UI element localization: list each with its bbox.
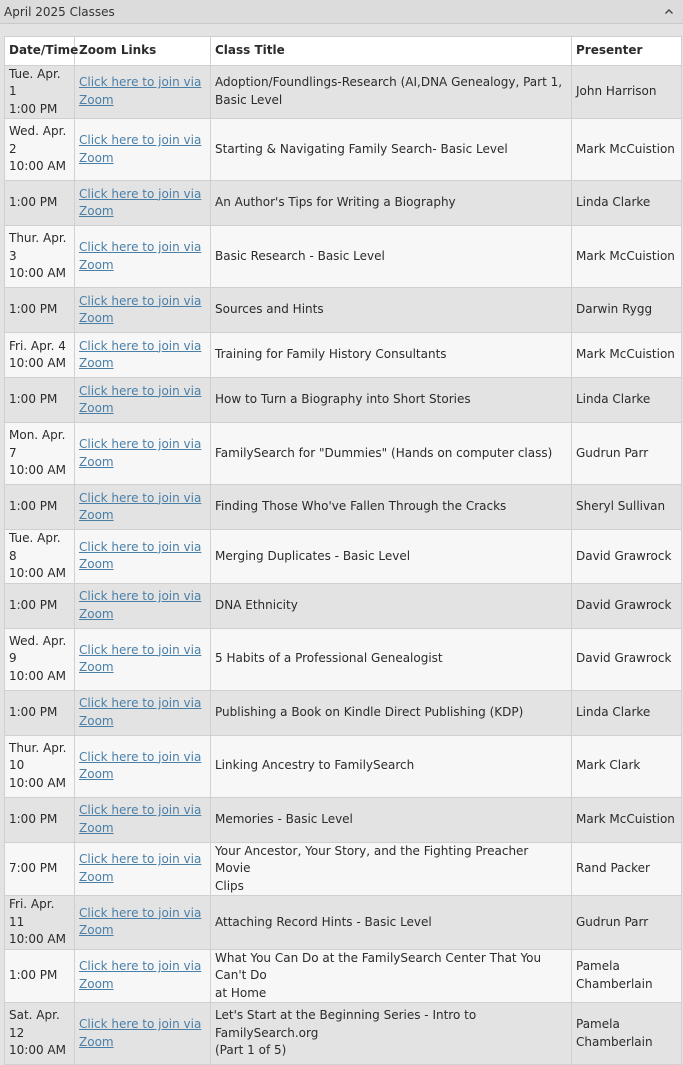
presenter-cell [572, 65, 682, 119]
zoom-link-line[interactable]: Click here to join via [79, 749, 202, 764]
table-row [5, 797, 682, 842]
zoom-link-line[interactable]: Zoom [79, 713, 114, 728]
zoom-join-link[interactable] [79, 187, 201, 219]
zoom-join-link[interactable] [79, 906, 201, 938]
date-line: Tue. Apr. 8 [9, 531, 61, 563]
classes-table [4, 36, 682, 1065]
class-title-cell [211, 485, 572, 530]
class-title-line: at Home [215, 985, 267, 1000]
presenter-line: Linda Clarke [576, 195, 651, 210]
presenter-line: Mark McCuistion [576, 248, 675, 263]
zoom-join-link[interactable] [79, 240, 201, 272]
zoom-link-line[interactable]: Click here to join via [79, 696, 202, 710]
zoom-link-cell [75, 628, 211, 690]
presenter-line: David Grawrock [576, 597, 672, 612]
date-line: Wed. Apr. [9, 124, 67, 139]
table-row [5, 690, 682, 735]
zoom-link-line[interactable]: Click here to join via [79, 803, 202, 817]
zoom-link-line[interactable]: Click here to join via [79, 959, 202, 974]
class-title-line: FamilySearch for "Dummies" (Hands on computer class) [215, 445, 553, 460]
date-line: 1:00 PM [9, 597, 58, 612]
class-title-line: Training for Family History Consultants [215, 347, 447, 362]
date-line: 10:00 AM [9, 668, 66, 683]
table-row [5, 842, 682, 896]
date-cell [5, 628, 75, 690]
class-title-cell [211, 65, 572, 119]
zoom-join-link[interactable] [79, 294, 201, 326]
date-cell [5, 949, 75, 1003]
date-cell [5, 530, 75, 584]
zoom-join-link[interactable] [79, 491, 201, 523]
presenter-cell [572, 288, 682, 333]
date-line: 3 [9, 248, 17, 263]
zoom-link-cell [75, 181, 211, 226]
presenter-cell [572, 690, 682, 735]
zoom-join-link[interactable] [79, 133, 201, 165]
section-title: April 2025 Classes [4, 4, 115, 19]
class-title-cell [211, 896, 572, 950]
date-cell [5, 797, 75, 842]
zoom-link-line[interactable]: Click here to join via [79, 75, 202, 90]
presenter-line: Rand Packer [576, 861, 650, 875]
zoom-link-cell [75, 119, 211, 181]
class-title-cell [211, 226, 572, 288]
zoom-link-line[interactable]: Zoom [79, 150, 114, 165]
zoom-join-link[interactable] [79, 75, 201, 107]
date-cell [5, 896, 75, 950]
class-title-line: Publishing a Book on Kindle Direct Publishing (KDP) [215, 704, 524, 719]
date-cell [5, 333, 75, 378]
date-line: 10:00 AM [9, 159, 66, 174]
class-title-cell [211, 949, 572, 1003]
zoom-link-line[interactable]: Click here to join via [79, 240, 202, 254]
class-title-line: (Part 1 of 5) [215, 1043, 287, 1058]
zoom-join-link[interactable] [79, 437, 201, 469]
zoom-join-link[interactable] [79, 540, 201, 572]
zoom-link-line[interactable]: Zoom [79, 869, 114, 884]
presenter-line: Chamberlain [576, 976, 653, 991]
table-row [5, 735, 682, 797]
table-row [5, 530, 682, 584]
presenter-line: Gudrun Parr [576, 914, 649, 929]
presenter-cell [572, 181, 682, 226]
date-cell [5, 735, 75, 797]
date-line: Sat. Apr. [9, 1008, 60, 1023]
presenter-cell [572, 797, 682, 842]
zoom-link-cell [75, 65, 211, 119]
table-row [5, 628, 682, 690]
presenter-line: David Grawrock [576, 651, 672, 666]
table-row [5, 949, 682, 1003]
date-cell [5, 690, 75, 735]
date-cell [5, 378, 75, 423]
zoom-link-cell [75, 583, 211, 628]
class-title-cell [211, 333, 572, 378]
presenter-line: Chamberlain [576, 1034, 653, 1049]
date-line: Thur. Apr. [9, 740, 67, 755]
presenter-cell [572, 485, 682, 530]
presenter-cell [572, 628, 682, 690]
zoom-link-cell [75, 378, 211, 423]
table-row [5, 423, 682, 485]
presenter-line: Linda Clarke [576, 704, 651, 719]
table-row [5, 181, 682, 226]
zoom-link-line[interactable]: Click here to join via [79, 186, 202, 201]
header-date-time: Date/Time [5, 37, 75, 66]
class-title-line: Sources and Hints [215, 302, 324, 317]
section-header[interactable] [0, 0, 683, 24]
class-title-cell [211, 181, 572, 226]
class-title-line: An Author's Tips for Writing a Biography [215, 195, 456, 210]
presenter-line: Mark McCuistion [576, 141, 675, 156]
zoom-link-line[interactable]: Click here to join via [79, 383, 202, 398]
date-line: Thur. Apr. [9, 231, 67, 246]
class-title-line: Linking Ancestry to FamilySearch [215, 758, 415, 773]
class-title-line: Finding Those Who've Fallen Through the Cracks [215, 499, 507, 514]
date-line: 10:00 AM [9, 1043, 66, 1058]
date-line: 10:00 AM [9, 775, 66, 790]
zoom-link-line[interactable]: Zoom [79, 820, 114, 835]
date-line: 10:00 AM [9, 266, 66, 281]
zoom-link-cell [75, 735, 211, 797]
zoom-link-cell [75, 530, 211, 584]
zoom-link-line[interactable]: Click here to join via [79, 490, 202, 505]
date-line: Tue. Apr. 1 [9, 66, 61, 98]
zoom-link-line[interactable]: Click here to join via [79, 293, 202, 308]
zoom-link-line[interactable]: Zoom [79, 204, 114, 218]
zoom-link-line[interactable]: Zoom [79, 257, 114, 272]
class-title-line: Starting & Navigating Family Search- Basic Level [215, 141, 508, 156]
zoom-link-line[interactable]: Click here to join via [79, 437, 202, 451]
zoom-link-line[interactable]: Zoom [79, 923, 114, 938]
date-cell [5, 65, 75, 119]
zoom-link-line[interactable]: Click here to join via [79, 642, 202, 657]
presenter-line: Mark McCuistion [576, 811, 675, 826]
presenter-line: Sheryl Sullivan [576, 499, 666, 514]
table-row [5, 65, 682, 119]
date-line: 9 [9, 651, 17, 666]
zoom-link-cell [75, 485, 211, 530]
class-title-cell [211, 628, 572, 690]
date-line: Mon. Apr. [9, 428, 66, 443]
class-title-line: Let's Start at the Beginning Series - Intro to FamilySearch.org [215, 1008, 477, 1040]
zoom-link-line[interactable]: Zoom [79, 976, 114, 991]
class-title-cell [211, 735, 572, 797]
zoom-link-line[interactable]: Zoom [79, 606, 114, 621]
zoom-link-line[interactable]: Zoom [79, 92, 114, 107]
class-title-cell [211, 583, 572, 628]
date-cell [5, 288, 75, 333]
table-row [5, 226, 682, 288]
class-title-line: Adoption/Foundlings-Research (AI,DNA Genealogy, Part 1, [215, 75, 563, 90]
class-title-cell [211, 288, 572, 333]
zoom-link-cell [75, 690, 211, 735]
date-cell [5, 485, 75, 530]
zoom-link-cell [75, 333, 211, 378]
header-zoom-links: Zoom Links [75, 37, 211, 66]
date-cell [5, 583, 75, 628]
table-row [5, 485, 682, 530]
date-cell [5, 119, 75, 181]
date-line: 1:00 PM [9, 302, 58, 317]
zoom-join-link[interactable] [79, 852, 201, 884]
date-cell [5, 226, 75, 288]
class-title-cell [211, 423, 572, 485]
zoom-link-line[interactable]: Zoom [79, 660, 114, 674]
presenter-cell [572, 735, 682, 797]
presenter-cell [572, 378, 682, 423]
zoom-link-line[interactable]: Zoom [79, 356, 114, 370]
date-line: 10:00 AM [9, 566, 66, 580]
class-title-line: DNA Ethnicity [215, 597, 298, 612]
presenter-cell [572, 530, 682, 584]
presenter-cell [572, 226, 682, 288]
class-title-line: Merging Duplicates - Basic Level [215, 548, 411, 563]
class-title-line: Memories - Basic Level [215, 811, 353, 826]
class-title-cell [211, 378, 572, 423]
date-line: 1:00 PM [9, 499, 58, 514]
presenter-line: Pamela [576, 1017, 620, 1031]
table-row [5, 896, 682, 950]
date-line: 7 [9, 445, 17, 460]
date-cell [5, 423, 75, 485]
date-cell [5, 842, 75, 896]
presenter-cell [572, 896, 682, 950]
presenter-cell [572, 119, 682, 181]
zoom-link-cell [75, 423, 211, 485]
date-cell [5, 181, 75, 226]
zoom-join-link[interactable] [79, 384, 201, 416]
class-title-cell [211, 1003, 572, 1065]
date-line: 1:00 PM [9, 392, 58, 407]
presenter-line: Mark McCuistion [576, 347, 675, 362]
date-line: 1:00 PM [9, 195, 58, 210]
class-title-line: Clips [215, 878, 244, 893]
zoom-link-line[interactable]: Zoom [79, 767, 114, 781]
header-presenter: Presenter [572, 37, 682, 66]
class-title-line: How to Turn a Biography into Short Stories [215, 392, 471, 407]
zoom-link-cell [75, 797, 211, 842]
class-title-line: Basic Level [215, 92, 283, 107]
zoom-join-link[interactable] [79, 696, 201, 728]
presenter-line: Mark Clark [576, 758, 641, 773]
zoom-link-line[interactable]: Click here to join via [79, 905, 202, 920]
table-row [5, 333, 682, 378]
zoom-link-line[interactable]: Zoom [79, 401, 114, 415]
zoom-link-line[interactable]: Zoom [79, 454, 114, 469]
zoom-link-line[interactable]: Click here to join via [79, 539, 202, 554]
presenter-cell [572, 333, 682, 378]
zoom-link-cell [75, 896, 211, 950]
class-title-cell [211, 690, 572, 735]
zoom-join-link[interactable] [79, 643, 201, 675]
class-title-cell [211, 530, 572, 584]
date-line: 12 [9, 1025, 25, 1040]
table-header-row [5, 37, 682, 66]
table-row [5, 288, 682, 333]
date-line: Fri. Apr. 11 [9, 897, 55, 929]
class-title-line: Basic Research - Basic Level [215, 248, 385, 263]
zoom-link-cell [75, 1003, 211, 1065]
zoom-join-link[interactable] [79, 339, 201, 371]
zoom-link-cell [75, 842, 211, 896]
class-title-cell [211, 797, 572, 842]
date-line: 1:00 PM [9, 811, 58, 826]
presenter-line: Linda Clarke [576, 392, 651, 407]
zoom-link-line[interactable]: Click here to join via [79, 133, 202, 147]
presenter-cell [572, 949, 682, 1003]
zoom-link-line[interactable]: Click here to join via [79, 338, 202, 353]
date-line: Fri. Apr. 4 [9, 338, 66, 353]
class-title-line: What You Can Do at the FamilySearch Center That You Can't Do [215, 950, 542, 982]
presenter-cell [572, 842, 682, 896]
zoom-link-line[interactable]: Click here to join via [79, 852, 202, 867]
table-row [5, 583, 682, 628]
presenter-line: David Grawrock [576, 548, 672, 563]
class-title-line: Attaching Record Hints - Basic Level [215, 914, 432, 929]
date-line: 10:00 AM [9, 356, 66, 370]
date-line: 10 [9, 758, 25, 773]
presenter-line: Darwin Rygg [576, 302, 653, 317]
zoom-link-cell [75, 949, 211, 1003]
date-line: 1:00 PM [9, 704, 58, 719]
presenter-cell [572, 583, 682, 628]
zoom-link-line[interactable]: Zoom [79, 311, 114, 325]
zoom-link-cell [75, 226, 211, 288]
table-row [5, 1003, 682, 1065]
zoom-join-link[interactable] [79, 803, 201, 835]
header-class-title: Class Title [211, 37, 572, 66]
zoom-link-cell [75, 288, 211, 333]
date-line: 10:00 AM [9, 932, 66, 946]
presenter-line: Gudrun Parr [576, 445, 649, 460]
date-line: 10:00 AM [9, 463, 66, 478]
presenter-cell [572, 423, 682, 485]
class-title-cell [211, 842, 572, 896]
class-title-line: Your Ancestor, Your Story, and the Fighting Preacher Movie [215, 843, 529, 875]
date-line: 1:00 PM [9, 101, 58, 116]
zoom-link-line[interactable]: Zoom [79, 508, 114, 522]
presenter-line: Pamela [576, 959, 620, 974]
table-row [5, 119, 682, 181]
date-line: 1:00 PM [9, 968, 58, 982]
table-row [5, 378, 682, 423]
zoom-link-line[interactable]: Zoom [79, 1034, 114, 1049]
zoom-link-line[interactable]: Zoom [79, 557, 114, 572]
date-line: 7:00 PM [9, 861, 58, 875]
zoom-join-link[interactable] [79, 959, 201, 991]
zoom-link-line[interactable]: Click here to join via [79, 589, 202, 603]
class-title-cell [211, 119, 572, 181]
chevron-up-icon[interactable] [663, 6, 675, 18]
zoom-link-line[interactable]: Click here to join via [79, 1017, 202, 1031]
zoom-join-link[interactable] [79, 589, 201, 621]
zoom-join-link[interactable] [79, 1017, 201, 1049]
date-line: 2 [9, 141, 17, 156]
presenter-line: John Harrison [576, 84, 657, 98]
class-title-line: 5 Habits of a Professional Genealogist [215, 651, 443, 666]
date-line: Wed. Apr. [9, 633, 67, 648]
presenter-cell [572, 1003, 682, 1065]
zoom-join-link[interactable] [79, 750, 201, 782]
date-cell [5, 1003, 75, 1065]
